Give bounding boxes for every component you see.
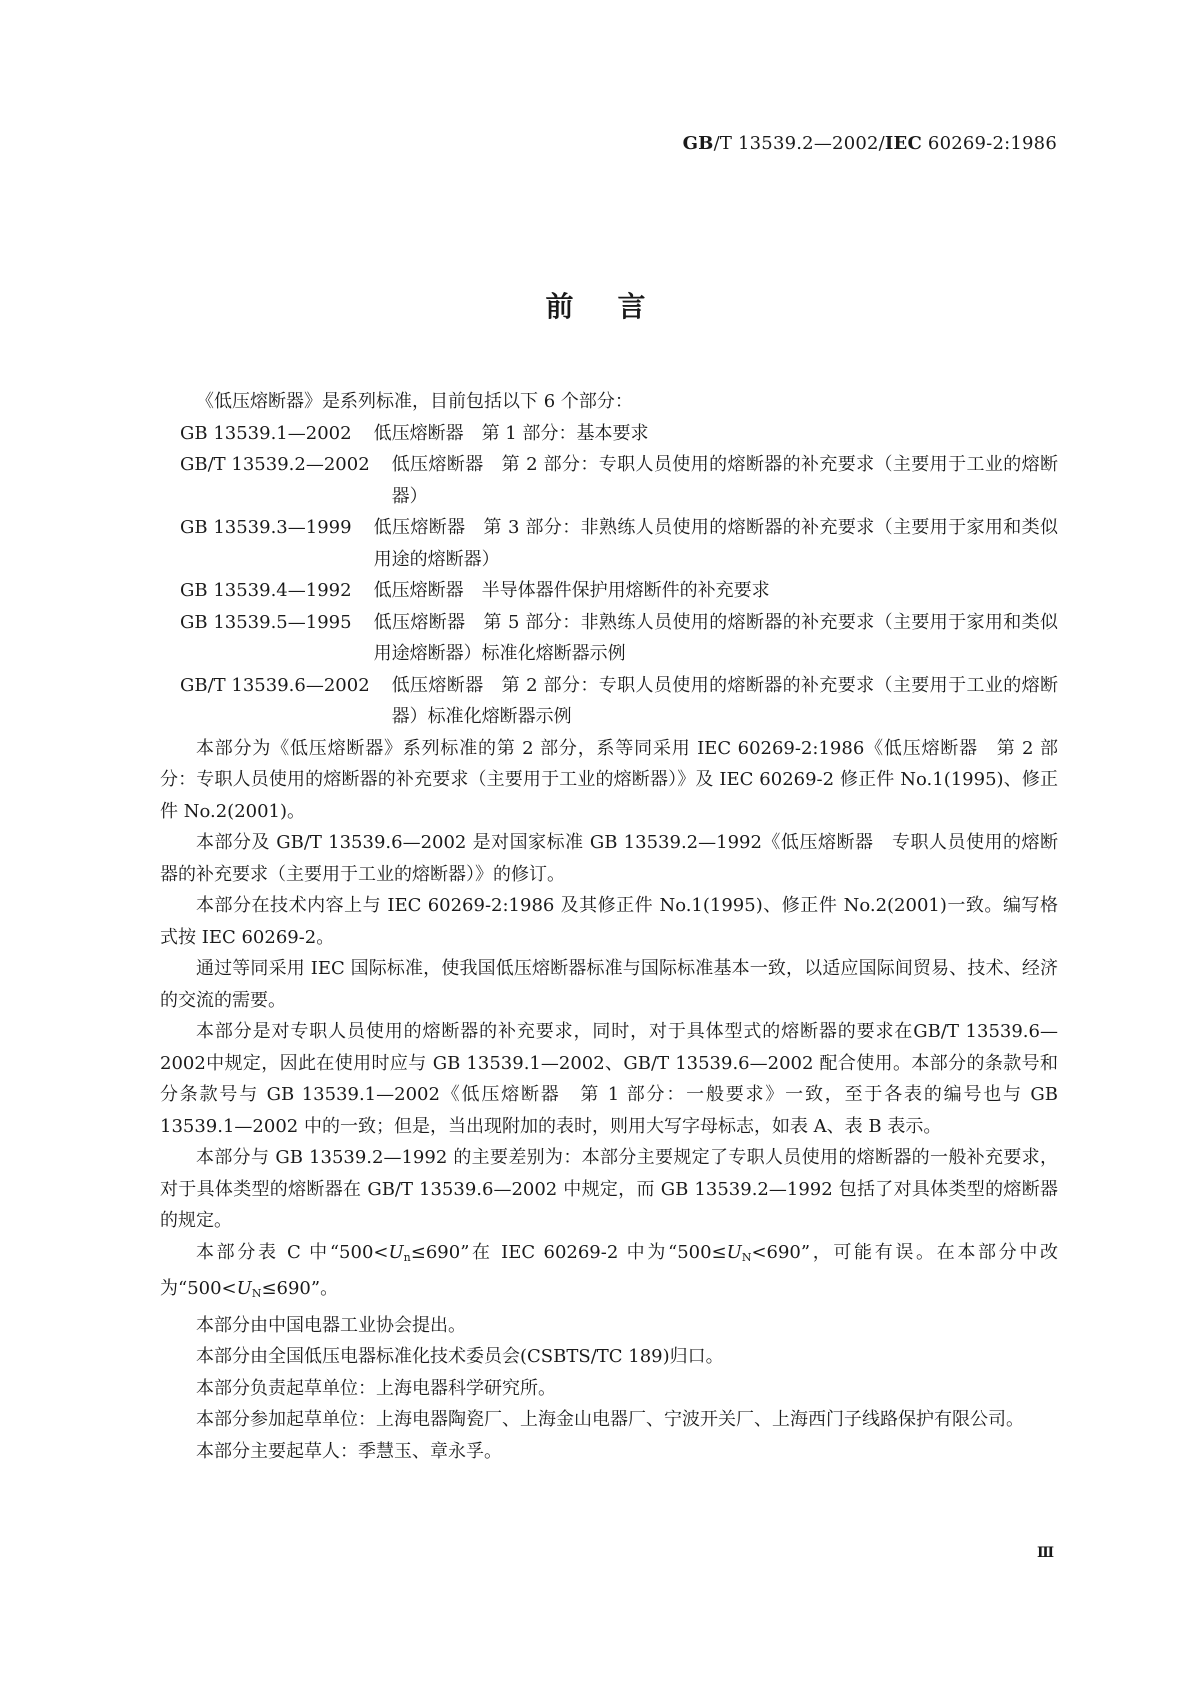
part-name: 低压熔断器 [373,517,466,538]
part-code: GB/T 13539.6—2002 [180,674,370,696]
header-prefix: GB [682,133,714,154]
part-detail: 第 5 部分：非熟练人员使用的熔断器的补充要求（主要用于家用和类似用途熔断器）标准化熔断器示例 [373,611,1058,664]
part-name: 低压熔断器 [373,580,464,601]
page-number: Ⅲ [1036,1545,1054,1561]
correction-text-c: <690”，可能有误。在本部分中改为“500< [160,1241,1059,1299]
part-description [374,512,1058,575]
paragraph-proposer: 本部分由中国电器工业协会提出。 [196,1314,466,1336]
part-name: 低压熔断器 [391,454,484,475]
list-item [160,670,1058,733]
part-name: 低压熔断器 [373,422,464,444]
list-item [160,449,1058,512]
part-detail: 第 2 部分：专职人员使用的熔断器的补充要求（主要用于工业的熔断器）标准化熔断器示例 [391,674,1058,727]
header-iec: IEC [884,133,922,154]
intro-paragraph: 《低压熔断器》是系列标准，目前包括以下 6 个部分： [196,391,633,412]
part-description [392,670,1058,733]
correction-text-d: ≤690”。 [261,1278,339,1299]
paragraph-revision: 本部分及 GB/T 13539.6—2002 是对国家标准 GB 13539.2—1992《低压熔断器 专职人员使用的熔断器的补充要求（主要用于工业的熔断器）》的修订。 [160,832,1058,885]
part-detail: 第 2 部分：专职人员使用的熔断器的补充要求（主要用于工业的熔断器） [391,454,1058,507]
part-name: 低压熔断器 [391,674,484,696]
list-item [160,418,1058,450]
correction-text-a: 本部分表 C 中“500< [196,1241,389,1263]
paragraph-scope: 本部分是对专职人员使用的熔断器的补充要求，同时，对于具体型式的熔断器的要求在GB/T 13539.6—2002中规定，因此在使用时应与 GB 13539.1—2002、GB/T 13539.6—2002 配合使用。本部分的条款号和分条款号与 GB 13539.1—2002《低压熔断器 第 1 部分：一般要求》一致，至于各表的编号也与 GB 13539.1—2002 中的一致；但是，当出现附加的表时，则用大写字母标志，如表 A、表 B 表示。 [160,1021,1058,1137]
header-number: /T 13539.2—2002/ [713,133,885,154]
part-code: GB/T 13539.2—2002 [180,454,370,475]
voltage-subscript: n [403,1250,411,1264]
voltage-symbol: U [726,1241,742,1263]
part-description [392,449,1058,512]
voltage-symbol: U [388,1241,404,1263]
standard-number-header [683,133,1057,154]
paragraph-correction [160,1237,1058,1310]
list-item [160,607,1058,670]
paragraph-lead-drafter: 本部分负责起草单位：上海电器科学研究所。 [196,1377,556,1399]
part-code: GB 13539.1—2002 [180,422,352,444]
header-iec-number: 60269-2:1986 [922,133,1057,154]
foreword-body [160,386,1058,1467]
part-detail: 半导体器件保护用熔断件的补充要求 [481,580,770,601]
paragraph-consistency: 本部分在技术内容上与 IEC 60269-2:1986 及其修正件 No.1(1995)、修正件 No.2(2001)一致。编写格式按 IEC 60269-2。 [160,895,1058,948]
voltage-subscript: N [251,1287,262,1300]
voltage-subscript: N [741,1250,752,1264]
paragraph-participating-drafters: 本部分参加起草单位：上海电器陶瓷厂、上海金山电器厂、宁波开关厂、上海西门子线路保护有限公司。 [196,1409,1024,1430]
paragraph-differences: 本部分与 GB 13539.2—1992 的主要差别为：本部分主要规定了专职人员使用的熔断器的一般补充要求，对于具体类型的熔断器在 GB/T 13539.6—2002 中规定，而 GB 13539.2—1992 包括了对具体类型的熔断器的规定。 [160,1147,1058,1231]
page-title: 前言 [545,290,690,323]
part-detail: 第 1 部分：基本要求 [481,422,649,444]
part-code: GB 13539.3—1999 [180,517,352,538]
paragraph-main-drafters: 本部分主要起草人：季慧玉、章永孚。 [196,1440,502,1462]
paragraph-purpose: 通过等同采用 IEC 国际标准，使我国低压熔断器标准与国际标准基本一致，以适应国际间贸易、技术、经济的交流的需要。 [160,958,1058,1011]
part-code: GB 13539.4—1992 [180,580,352,601]
part-name: 低压熔断器 [373,611,466,633]
correction-text-b: ≤690”在 IEC 60269-2 中为“500≤ [410,1241,727,1263]
list-item [160,575,1058,607]
part-description [374,575,1058,607]
part-description [374,607,1058,670]
voltage-symbol: U [236,1278,252,1299]
list-item [160,512,1058,575]
parts-list [160,418,1058,733]
paragraph-adoption: 本部分为《低压熔断器》系列标准的第 2 部分，系等同采用 IEC 60269-2:1986《低压熔断器 第 2 部分：专职人员使用的熔断器的补充要求（主要用于工业的熔断器）》及 IEC 60269-2 修正件 No.1(1995)、修正件 No.2(2001)。 [160,737,1058,822]
part-description [374,418,1058,450]
part-detail: 第 3 部分：非熟练人员使用的熔断器的补充要求（主要用于家用和类似用途的熔断器） [373,517,1058,570]
part-code: GB 13539.5—1995 [180,611,352,633]
paragraph-committee: 本部分由全国低压电器标准化技术委员会(CSBTS/TC 189)归口。 [196,1346,724,1367]
